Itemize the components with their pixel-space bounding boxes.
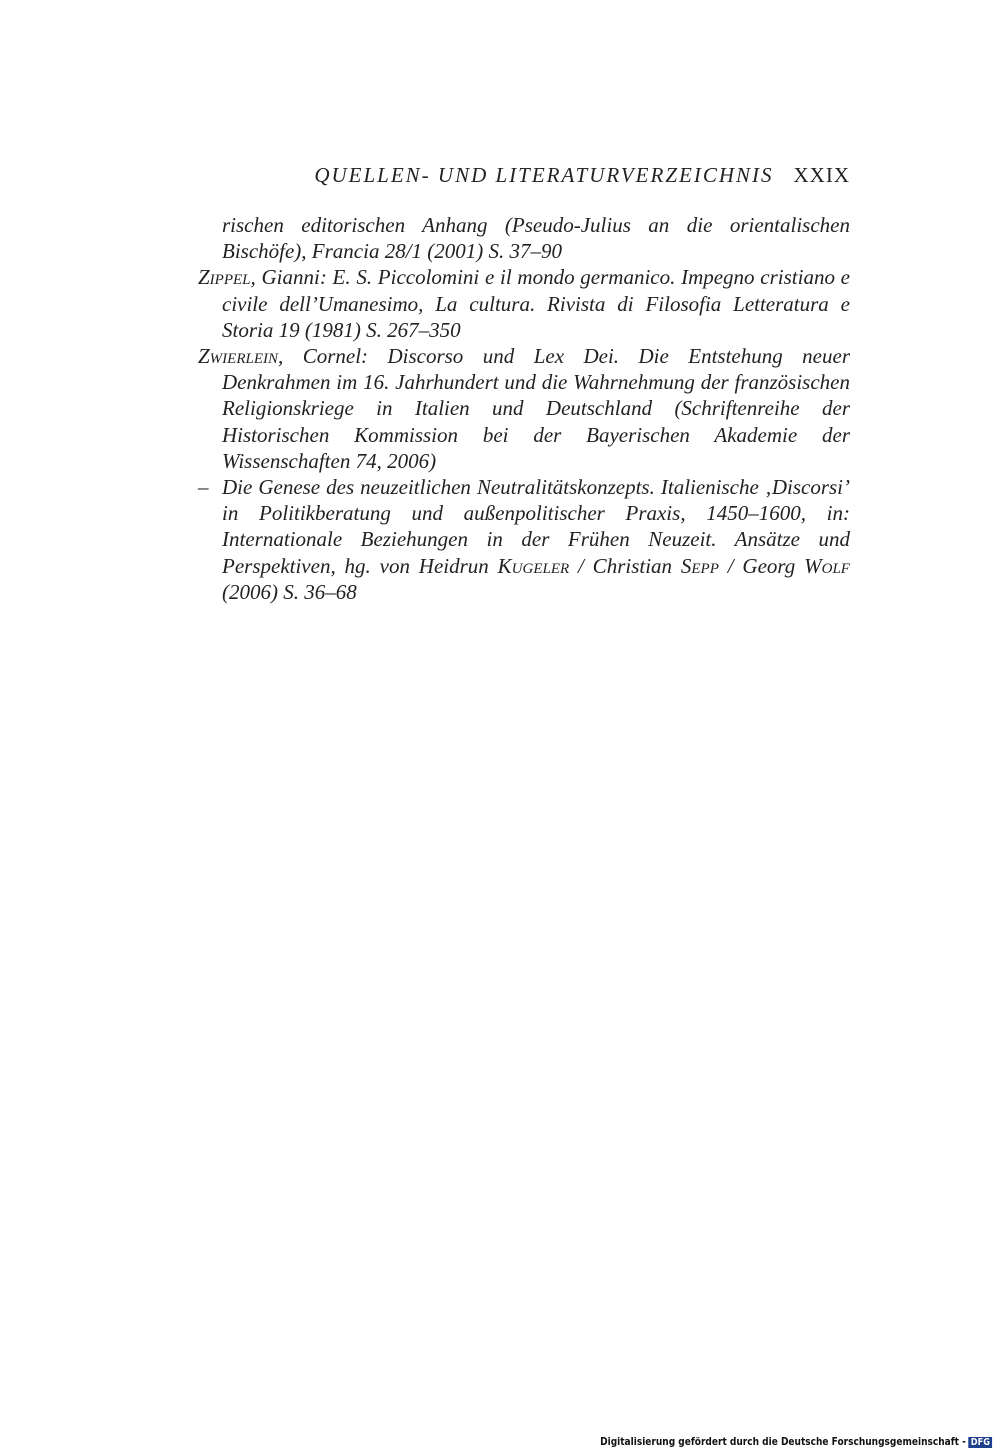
running-head-title: QUELLEN- UND LITERATURVERZEICHNIS — [314, 163, 774, 187]
bib-entry-text: , Gianni: E. S. Piccolomini e il mondo germanico. Impegno cristiano e civile dell’Umanesimo, La cultura. Rivista di Filosofia Letteratura e Storia 19 (1981) S. 267–350 — [222, 265, 850, 342]
editor-name: Sepp — [680, 553, 719, 578]
bibliography — [198, 212, 850, 605]
running-head — [200, 163, 850, 188]
bib-entry-text: (2006) S. 36–68 — [222, 579, 357, 604]
bib-entry-genese — [198, 474, 850, 605]
bib-entry-text: / Georg — [718, 553, 805, 578]
editor-name: Kugeler — [497, 553, 570, 578]
bib-entry-text: / Christian — [569, 553, 681, 578]
bib-entry-text: , Cornel: Discorso und Lex Dei. Die Entstehung neuer Denkrahmen im 16. Jahrhundert und die Wahrnehmung der französischen Religionskriege in Italien und Deutschland (Schriftenreihe der Historischen Kommission bei der Bayerischen Akademie der Wissenschaften 74, 2006) — [222, 344, 850, 473]
editor-name: Wolf — [804, 553, 850, 578]
bib-entry-continuation — [198, 212, 850, 264]
bib-entry-text: Die Genese des neuzeitlichen Neutralitätskonzepts. Italienische ‚Discorsi’ in Politikberatung und außenpolitischer Praxis, 1450–1600, in: Internationale Beziehungen in der Frühen Neuzeit. Ansätze und Perspektiven, hg. von Heidrun — [222, 475, 850, 578]
dfg-logo: DFG — [968, 1437, 992, 1448]
author-name: Zippel — [198, 265, 251, 290]
bib-entry-text: rischen editorischen Anhang (Pseudo-Julius an die orientalischen Bischöfe), Francia 28/1 (2001) S. 37–90 — [222, 213, 850, 264]
bib-entry-zwierlein — [198, 343, 850, 474]
digitization-footer — [600, 1435, 992, 1448]
page-number: XXIX — [793, 163, 850, 187]
author-name: Zwierlein — [198, 344, 278, 369]
footer-text: Digitalisierung gefördert durch die Deutsche Forschungsgemeinschaft - — [599, 1435, 966, 1448]
bib-entry-zippel — [198, 264, 850, 343]
repeat-author-dash: – — [198, 475, 209, 500]
